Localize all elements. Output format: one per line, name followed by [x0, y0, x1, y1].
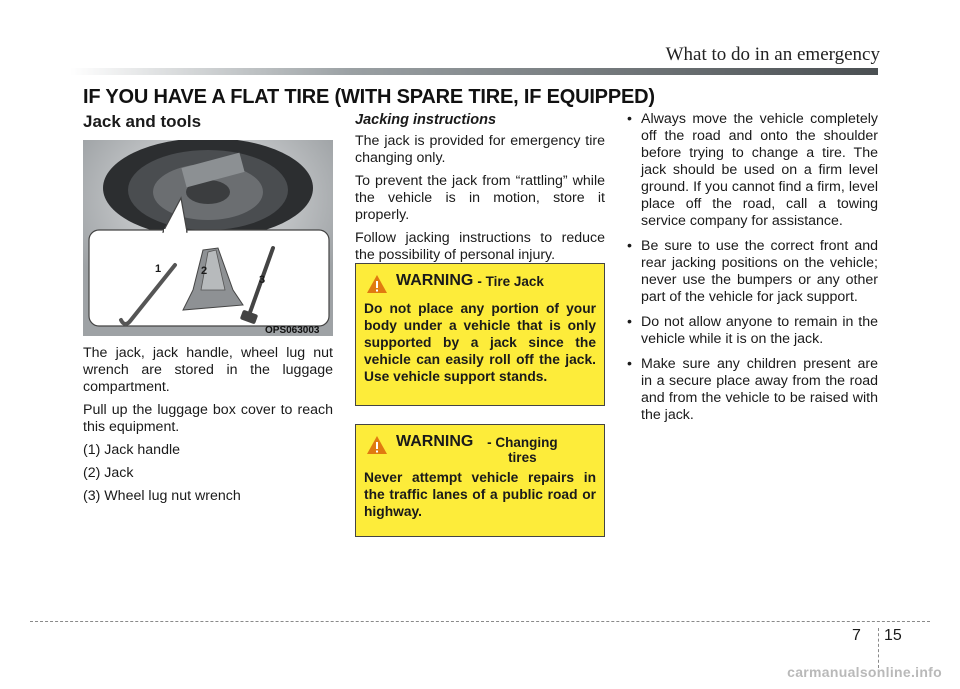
- tool-item: (2) Jack: [83, 465, 134, 481]
- column-2-text: [355, 112, 605, 270]
- warning-body: Do not place any portion of your body under a vehicle that is only supported by a jack since the vehicle can easily roll off the jack. Use vehicle support stands.: [364, 301, 596, 384]
- warning-box-tire-jack: [355, 263, 605, 406]
- tool-item: (1) Jack handle: [83, 442, 180, 458]
- warning-body: Never attempt vehicle repairs in the traffic lanes of a public road or highway.: [364, 470, 596, 519]
- chapter-title: What to do in an emergency: [665, 44, 880, 65]
- chapter-number: 7: [852, 627, 861, 644]
- paragraph: Pull up the luggage box cover to reach this equipment.: [83, 402, 333, 435]
- warning-subject: - Changing tires: [487, 435, 558, 465]
- warning-label: WARNING: [396, 272, 474, 289]
- warning-triangle-icon: [366, 274, 388, 294]
- warning-box-changing-tires: [355, 424, 605, 537]
- page-number: 15: [884, 627, 902, 644]
- tool-item: (3) Wheel lug nut wrench: [83, 488, 241, 504]
- warning-triangle-icon: [366, 435, 388, 455]
- header-bar: [70, 68, 878, 75]
- paragraph: The jack, jack handle, wheel lug nut wrench are stored in the luggage compartment.: [83, 345, 333, 395]
- paragraph: Follow jacking instructions to reduce the possibility of personal injury.: [355, 230, 605, 263]
- footer-page-divider: [878, 628, 879, 668]
- image-caption: OPS063003: [265, 325, 320, 336]
- paragraph: The jack is provided for emergency tire changing only.: [355, 133, 605, 166]
- jacking-heading: Jacking instructions: [355, 112, 497, 128]
- paragraph: To prevent the jack from “rattling” while the vehicle is in motion, store it properly.: [355, 173, 605, 223]
- column-3-text: [625, 111, 878, 432]
- callout-3: 3: [259, 274, 266, 286]
- bullet-item: • Always move the vehicle completely off the road and onto the shoulder before trying to change a tire. The jack should be used on a firm level ground. If you cannot find a firm, level place off the road, call a towing service company for assistance.: [625, 111, 878, 230]
- subsection-title: Jack and tools: [83, 112, 202, 131]
- callout-2: 2: [201, 265, 208, 277]
- warning-label: WARNING: [396, 433, 474, 450]
- bullet-item: • Do not allow anyone to remain in the vehicle while it is on the jack.: [625, 314, 878, 348]
- warning-subject: - Tire Jack: [477, 274, 544, 289]
- section-title: IF YOU HAVE A FLAT TIRE (WITH SPARE TIRE, IF EQUIPPED): [83, 86, 655, 108]
- column-1-text: [83, 345, 333, 511]
- jack-tools-illustration: [83, 140, 333, 336]
- bullet-item: • Be sure to use the correct front and rear jacking positions on the vehicle; never use the bumpers or any other part of the vehicle for jack support.: [625, 238, 878, 306]
- footer-divider: [30, 621, 930, 622]
- callout-1: 1: [155, 263, 162, 275]
- bullet-item: • Make sure any children present are in a secure place away from the road and from the vehicle to be raised with the jack.: [625, 356, 878, 424]
- watermark: carmanualsonline.info: [787, 664, 942, 680]
